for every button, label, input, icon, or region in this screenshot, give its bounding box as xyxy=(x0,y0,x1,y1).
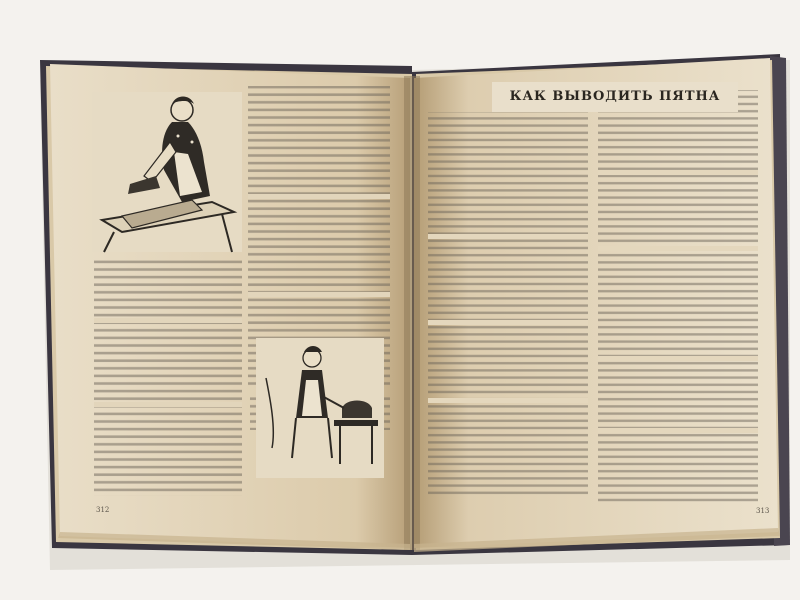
left-page-number: 312 xyxy=(96,506,110,514)
woman-ironing-illustration xyxy=(92,92,242,252)
woman-with-iron-illustration xyxy=(256,338,384,478)
right-page-number: 313 xyxy=(756,507,770,515)
right-page-heading: КАК ВЫВОДИТЬ ПЯТНА xyxy=(509,89,721,104)
